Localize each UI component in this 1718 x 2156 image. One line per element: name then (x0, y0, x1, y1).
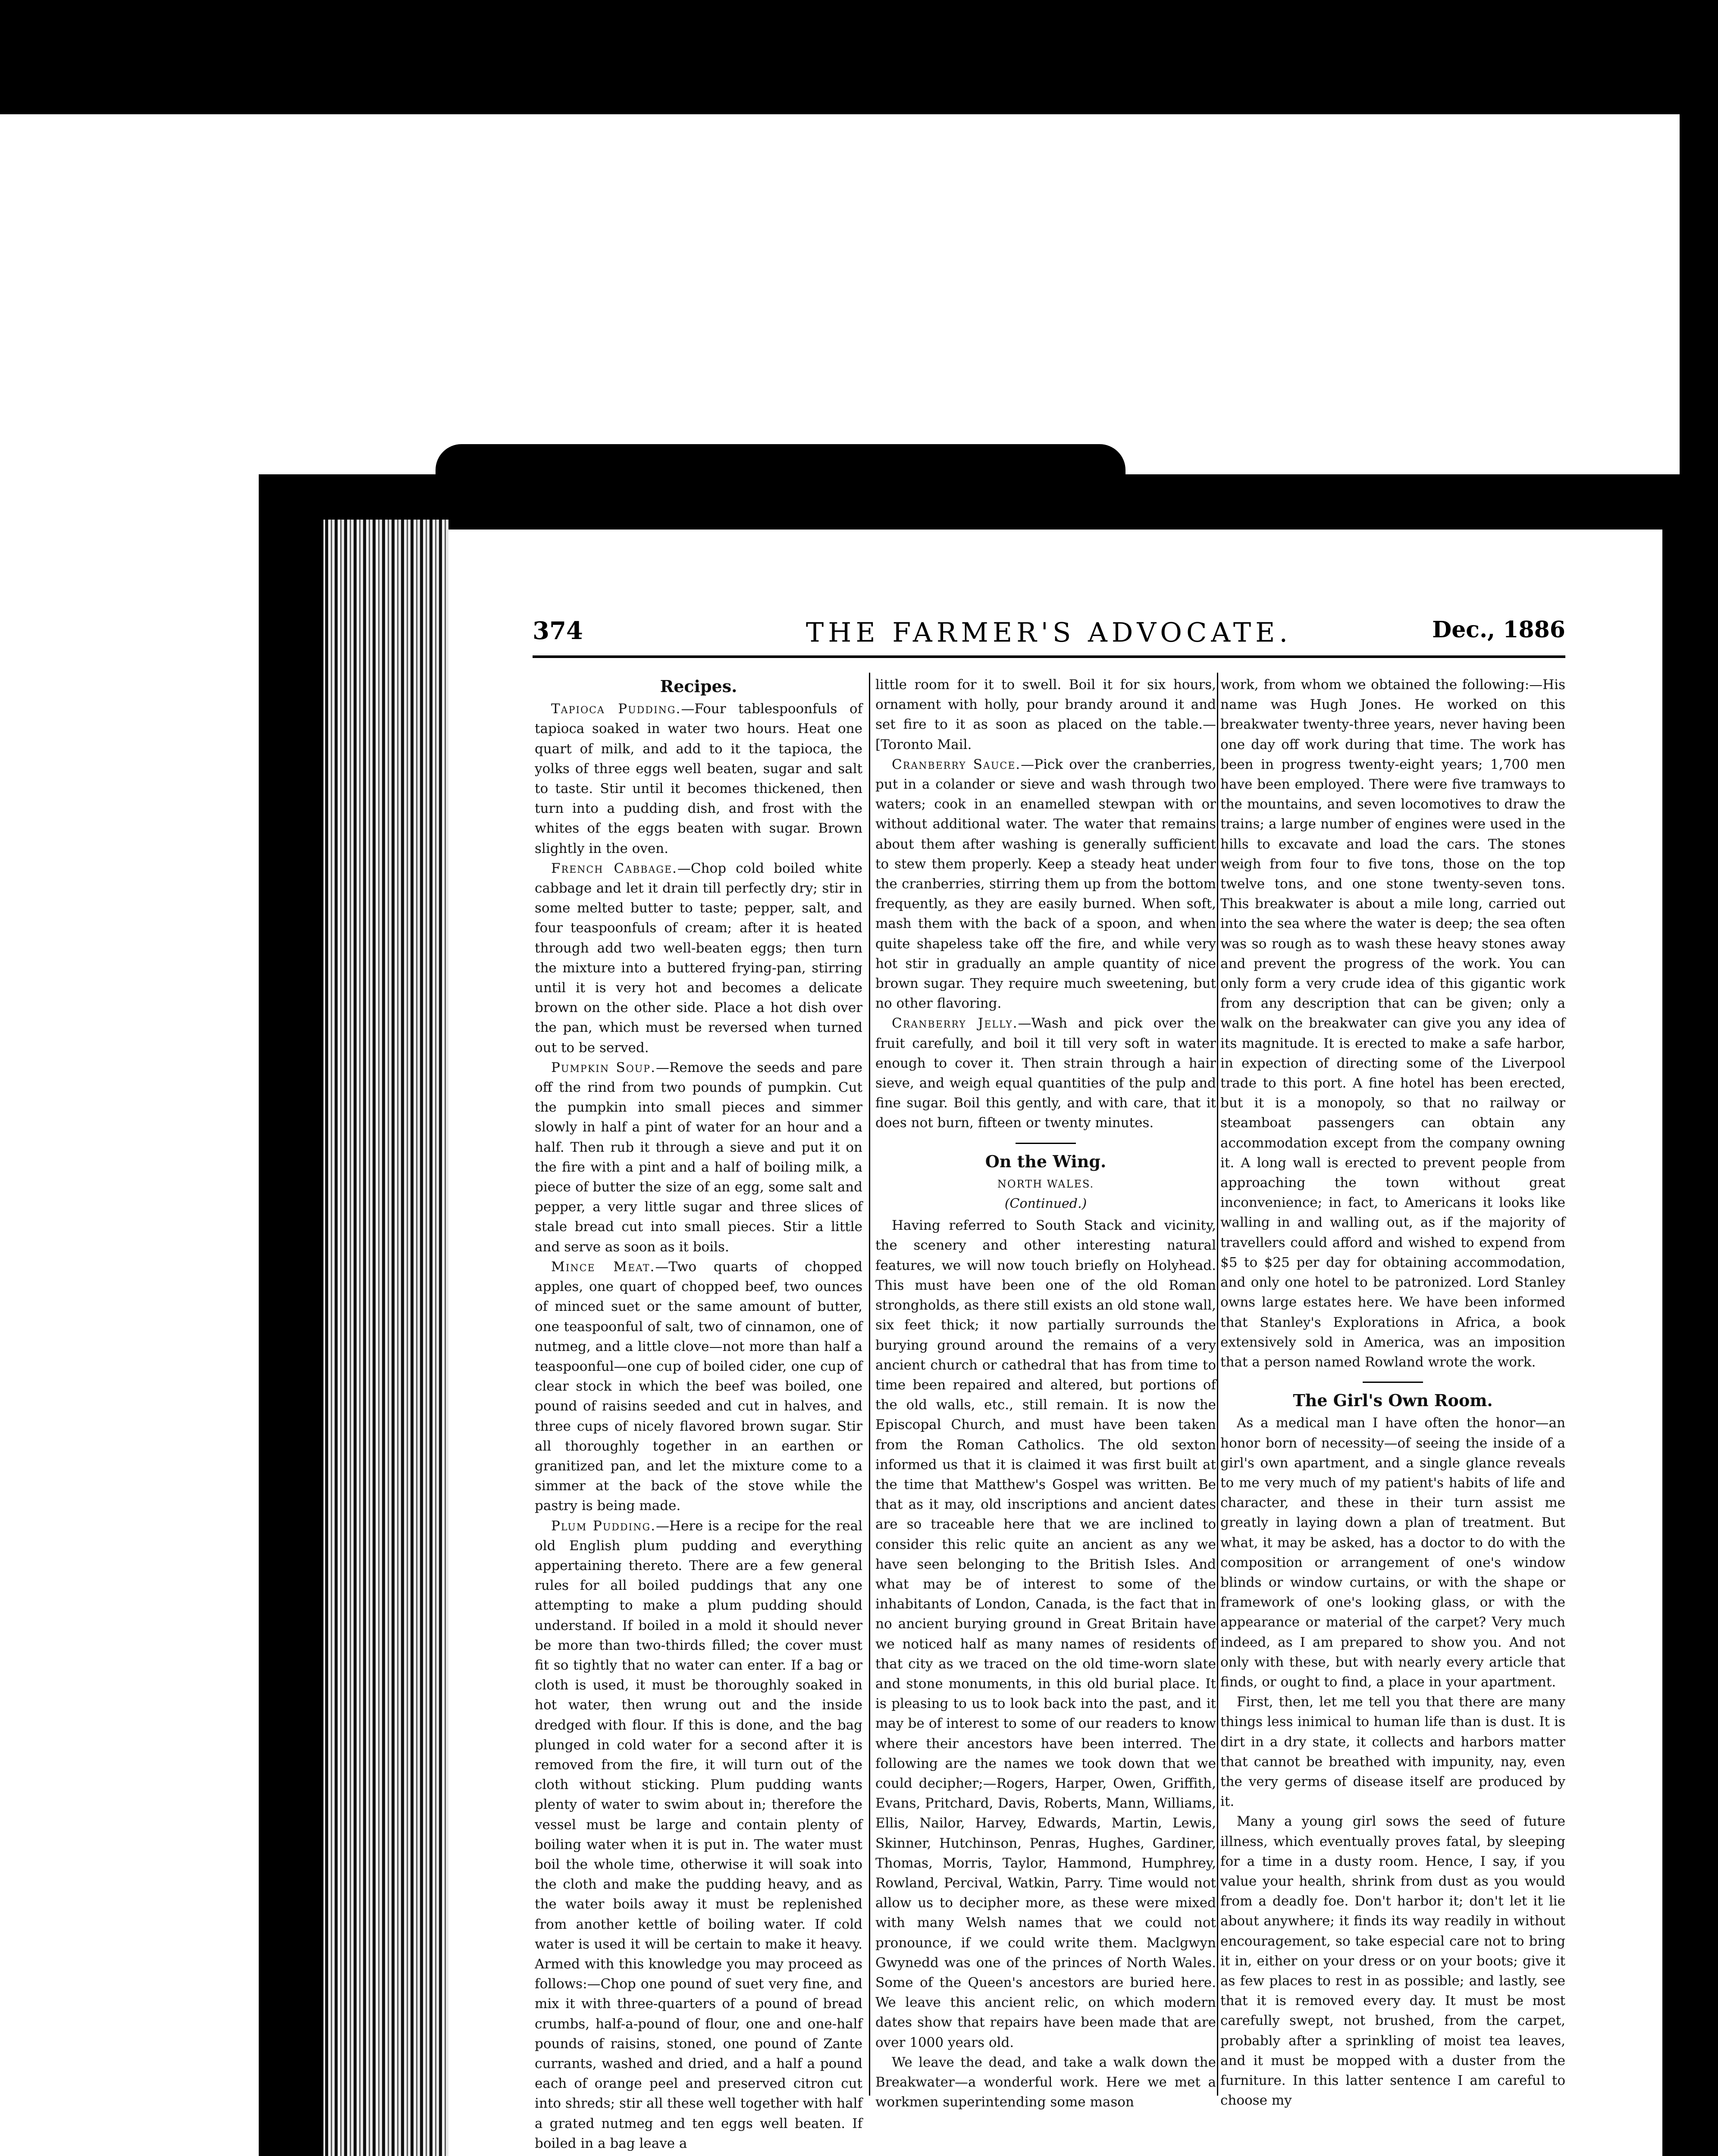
article-paragraph: Many a young girl sows the seed of future illness, which eventually proves fatal, by sleeping for a time in a dusty room. Hence, I say, if you value your health, shrink from dust as you would from a deadly foe. Don't harbor it; don't let it lie about anywhere; it finds its way readily in without encouragement, so take especial care not to bring it in, either on your dress or on your boots; give it as few places to rest in as possible; and lastly, see that it is removed every day. It must be most carefully swept, not brushed, from the carpet, probably after a sprinkling of moist tea leaves, and it must be mopped with a duster from the furniture. In this latter sentence I am careful to choose my (1220, 1814, 1565, 2109)
recipe-text: —Pick over the cranberries, put in a colander or sieve and wash through two waters; cook in an enamelled stewpan with or without additional water. The water that remains about them after washing is generally sufficient to stew them properly. Keep a steady heat under the cranberries, stirring them up from the bottom frequently, as they are easily burned. When soft, mash them with the back of a spoon, and when quite shapeless take off the fire, and while very hot stir in gradually an ample quantity of nice brown sugar. They require much sweetening, but no other flavoring. (875, 756, 1216, 1012)
article-paragraph: Having referred to South Stack and vicinity, the scenery and other interesting natural features, we will now touch briefly on Holyhead. This must have been one of the old Roman strongholds, as there still exists an old stone wall, six feet thick; it now partially surrounds the burying ground around the remains of a very ancient church or cathedral that has from time to time been repaired and altered, but portions of the old walls, etc., still remain. It is now the Episcopal Church, and must have been taken from the Roman Catholics. The old sexton informed us that it is claimed it was first built at the time that Matthew's Gospel was written. Be that as it may, old inscriptions and ancient dates are so traceable here that we are inclined to consider this relic quite an ancient as any we have seen belonging to the British Isles. And what may be of interest to some of the inhabitants of London, Canada, is the fact that in no ancient burying ground in Great Britain have we noticed half as many names of residents of that city as we traced on the old time-worn slate and stone monuments, in this old burial place. It is pleasing to us to look back into the past, and it may be of interest to some of our readers to know where their ancestors have been interred. The following are the names we took down that we could decipher;—Rogers, Harper, Owen, Griffith, Evans, Pritchard, Davis, Roberts, Mann, Williams, Ellis, Nailor, Harvey, Edwards, Martin, Lewis, Skinner, Hutchinson, Penras, Hughes, Gardiner, Thomas, Morris, Taylor, Hammond, Humphrey, Rowland, Percival, Watkin, Parry. Time would not allow us to decipher more, as these were mixed with many Welsh names that we could not pronounce, if we could write them. Maclgwyn Gwynedd was one of the princes of North Wales. Some of the Queen's ancestors are buried here. We leave this ancient relic, on which modern dates show that repairs have been made that are over 1000 years old. (875, 1218, 1216, 2050)
recipe-continuation: little room for it to swell. Boil it for six hours, ornament with holly, pour brandy around it and set fire to it as soon as placed on the table.—[Toronto Mail. (875, 677, 1216, 752)
recipe-text: —Remove the seeds and pare off the rind from two pounds of pumpkin. Cut the pumpkin into small pieces and simmer slowly in half a pint of water for an hour and a half. Then rub it through a sieve and put it on the fire with a pint and a half of boiling milk, a piece of butter the size of an egg, some salt and pepper, a very little sugar and three slices of stale bread cut into small pieces. Stir a little and serve as soon as it boils. (535, 1059, 862, 1255)
header-rule (533, 655, 1565, 658)
column-divider (1217, 673, 1218, 2096)
recipe-text: —Chop cold boiled white cabbage and let it drain till perfectly dry; stir in some melted butter to taste; pepper, salt, and four teaspoonfuls of cream; after it is heated through add two well-beaten eggs; then turn the mixture into a buttered frying-pan, stirring until it is very hot and becomes a delicate brown on the other side. Place a hot dish over the pan, which must be reversed when turned out to be served. (535, 860, 862, 1056)
recipe-name: French Cabbage. (551, 860, 677, 876)
recipe-paragraph (535, 1058, 862, 1257)
article-continuation: work, from whom we obtained the following:—His name was Hugh Jones. He worked on this breakwater twenty-three years, never having been one day off work during that time. The work has been in progress twenty-eight years; 1,700 men have been employed. There were five tramways to the mountains, and seven locomotives to draw the trains; a large number of engines were used in the hills to excavate and load the cars. The stones weigh from four to five tons, those on the top twelve tons, and one stone twenty-seven tons. This breakwater is about a mile long, carried out into the sea where the water is deep; the sea often was so rough as to wash these heavy stones away and prevent the progress of the work. You can only form a very crude idea of this gigantic work from any description that can be given; only a walk on the breakwater can give you any idea of its magnitude. It is erected to make a safe harbor, in expection of directing some of the Liverpool trade to this port. A fine hotel has been erected, but it is a monopoly, so that no railway or steamboat passengers can obtain any accommodation except from the company owning it. A long wall is erected to prevent people from approaching the town without great inconvenience; in fact, to Americans it looks like walling in and walling out, as if the majority of travellers could afford and wished to expend from $5 to $25 per day for obtaining accommodation, and only one hotel to be patronized. Lord Stanley owns large estates here. We have been informed that Stanley's Explorations in Africa, a book extensively sold in America, was an imposition that a person named Rowland wrote the work. (1220, 677, 1565, 1370)
recipe-paragraph (535, 859, 862, 1058)
continued-note: (Continued.) (1004, 1196, 1087, 1212)
recipe-name: Cranberry Sauce. (892, 756, 1021, 772)
section-divider (1363, 1382, 1423, 1383)
column-3 (1220, 675, 1565, 2110)
scan-border-top (0, 0, 1718, 114)
book-spine-shadow (259, 520, 323, 2156)
recipe-name: Plum Pudding. (551, 1518, 656, 1534)
recipe-name: Mince Meat. (551, 1259, 655, 1275)
recipe-text: —Here is a recipe for the real old English plum pudding and everything appertaining thereto. There are a few general rules for all boiled puddings that any one attempting to make a plum pudding should understand. If boiled in a mold it should never be more than two-thirds filled; the cover must fit so tightly that no water can enter. If a bag or cloth is used, it must be thoroughly soaked in hot water, then wrung out and the inside dredged with flour. If this is done, and the bag plunged in cold water for a second after it is removed from the fire, it will turn out of the cloth without sticking. Plum pudding wants plenty of water to swim about in; therefore the vessel must be large and contain plenty of boiling water when it is put in. The water must boil the whole time, otherwise it will soak into the cloth and make the pudding heavy, and as the water boils away it must be replenished from another kettle of boiling water. If cold water is used it will be certain to make it heavy. Armed with this knowledge you may proceed as follows:—Chop one pound of suet very fine, and mix it with three-quarters of a pound of bread crumbs, half-a-pound of flour, one and one-half pounds of raisins, stoned, one pound of Zante currants, washed and dried, and a half a pound each of orange peel and preserved citron cut into shreds; stir all these well together with half a grated nutmeg and ten eggs well beaten. If boiled in a bag leave a (535, 1518, 863, 2151)
recipe-name: Pumpkin Soup. (551, 1059, 656, 1075)
recipe-text: —Wash and pick over the fruit carefully, and boil it till very soft in water enough to cover it. Then strain through a hair sieve, and weigh equal quantities of the pulp and fine sugar. Boil this gently, and with care, that it does not burn, fifteen or twenty minutes. (875, 1015, 1216, 1131)
masthead-title: THE FARMER'S ADVOCATE. (806, 617, 1292, 648)
column-divider (869, 673, 870, 2096)
article-paragraph: First, then, let me tell you that there are many things less inimical to human life than is dust. It is dirt in a dry state, it collects and harbors matter that cannot be breathed with impunity, nay, even the very germs of disease itself are produced by it. (1220, 1694, 1565, 1810)
column-1 (535, 675, 862, 2153)
recipe-text: —Four tablespoonfuls of tapioca soaked in water two hours. Heat one quart of milk, and add to it the tapioca, the yolks of three eggs well beaten, sugar and salt to taste. Stir until it becomes thickened, then turn into a pudding dish, and frost with the whites of the eggs beaten with sugar. Brown slightly in the oven. (535, 701, 862, 856)
recipe-paragraph (875, 1013, 1216, 1133)
section-heading-girls-own-room: The Girl's Own Room. (1293, 1391, 1493, 1410)
column-2 (875, 675, 1216, 2112)
scan-border-right (1680, 0, 1718, 2156)
book-right-edge (1662, 526, 1680, 2156)
article-paragraph: We leave the dead, and take a walk down the Breakwater—a wonderful work. Here we met a workmen superintending some mason (875, 2054, 1216, 2110)
issue-date: Dec., 1886 (1432, 617, 1565, 643)
page-number: 374 (533, 617, 583, 645)
section-subheading: NORTH WALES. (997, 1178, 1094, 1190)
section-divider (1016, 1143, 1076, 1144)
recipe-paragraph (875, 755, 1216, 1014)
section-heading-recipes: Recipes. (660, 677, 737, 696)
article-paragraph: As a medical man I have often the honor—an honor born of necessity—of seeing the inside of a girl's own apartment, and a single glance reveals to me very much of my patient's habits of life and character, and these in their turn assist me greatly in laying down a plan of treatment. But what, it may be asked, has a doctor to do with the composition or arrangement of one's window blinds or window curtains, or with the shape or framework of one's looking glass, or with the appearance or material of the carpet? Very much indeed, as I am prepared to show you. And not only with these, but with nearly every article that finds, or ought to find, a place in your apartment. (1220, 1415, 1565, 1690)
recipe-text: —Two quarts of chopped apples, one quart of chopped beef, two ounces of minced suet or the same amount of butter, one teaspoonful of salt, two of cinnamon, one of nutmeg, and a little clove—not more than half a teaspoonful—one cup of boiled cider, one cup of clear stock in which the beef was boiled, one pound of raisins seeded and cut in halves, and three cups of nicely flavored brown sugar. Stir all thoroughly together in an earthen or granitized pan, and let the mixture come to a simmer at the back of the stove while the pastry is being made. (535, 1259, 862, 1514)
recipe-paragraph (535, 1257, 862, 1516)
recipe-name: Cranberry Jelly. (892, 1015, 1018, 1031)
recipe-paragraph (535, 699, 862, 859)
page-header (533, 617, 1565, 647)
section-heading-on-the-wing: On the Wing. (985, 1151, 1107, 1171)
recipe-name: Tapioca Pudding. (551, 701, 681, 717)
recipe-paragraph (535, 1516, 862, 2154)
